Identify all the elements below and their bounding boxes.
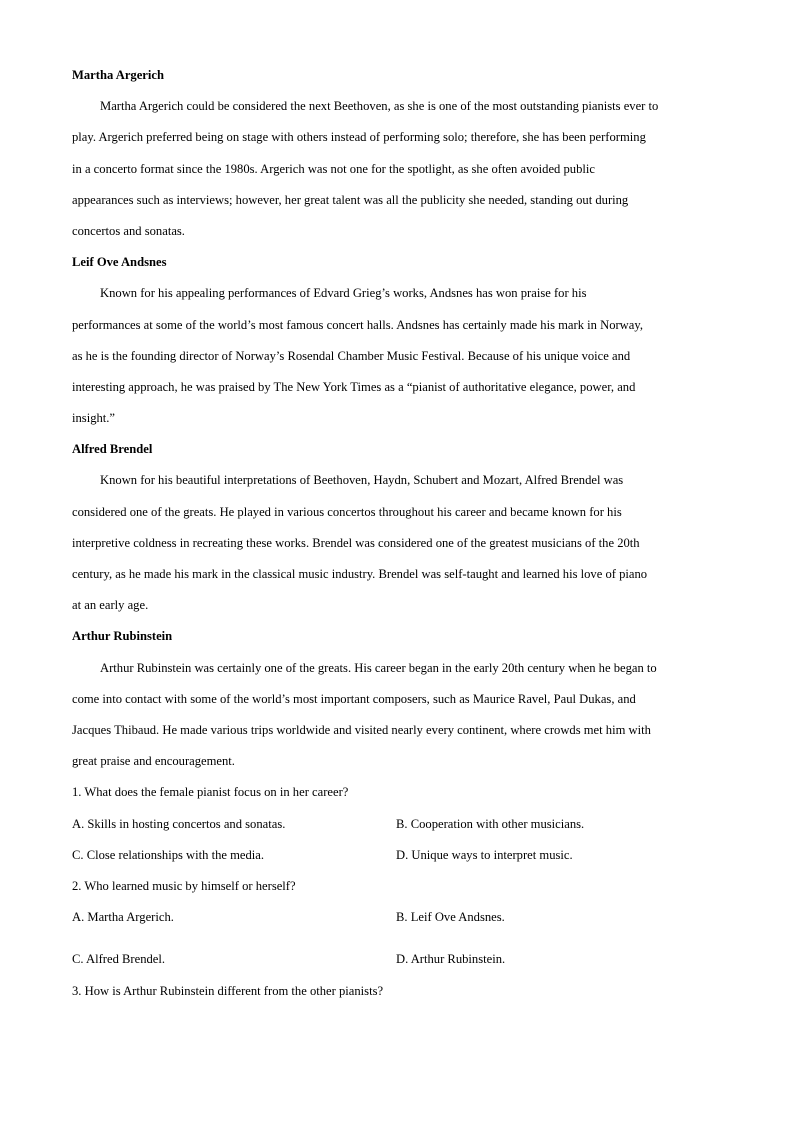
- question-1-option-d[interactable]: D. Unique ways to interpret music.: [396, 847, 573, 862]
- question-2-options-row-1: [72, 902, 724, 944]
- paragraph-line: Arthur Rubinstein was certainly one of the greats. His career began in the early 20th century when he began to: [100, 660, 657, 675]
- question-2-options-row-2: [72, 944, 724, 975]
- paragraph-line: great praise and encouragement.: [72, 754, 235, 769]
- paragraph-line: come into contact with some of the world’s most important composers, such as Maurice Ravel, Paul Dukas, and: [72, 691, 636, 706]
- paragraph-line: Known for his appealing performances of Edvard Grieg’s works, Andsnes has won praise for his: [100, 286, 587, 301]
- question-3: 3. How is Arthur Rubinstein different from the other pianists?: [72, 983, 384, 998]
- question-1: 1. What does the female pianist focus on in her career?: [72, 785, 349, 800]
- question-2-option-c[interactable]: C. Alfred Brendel.: [72, 952, 166, 967]
- paragraph-line: concertos and sonatas.: [72, 223, 185, 238]
- section-heading-andsnes: Leif Ove Andsnes: [72, 255, 167, 270]
- document-page: [72, 60, 724, 1007]
- paragraph-line: Jacques Thibaud. He made various trips worldwide and visited nearly every continent, where crowds met him with: [72, 722, 651, 737]
- question-2-option-b[interactable]: B. Leif Ove Andsnes.: [396, 910, 505, 925]
- paragraph-line: performances at some of the world’s most famous concert halls. Andsnes has certainly made his mark in Norway,: [72, 317, 643, 332]
- paragraph-line: interesting approach, he was praised by The New York Times as a “pianist of authoritative elegance, power, and: [72, 379, 636, 394]
- paragraph-line: interpretive coldness in recreating these works. Brendel was considered one of the greatest musicians of the 20th: [72, 535, 640, 550]
- paragraph-line: century, as he made his mark in the classical music industry. Brendel was self-taught and learned his love of piano: [72, 567, 648, 581]
- paragraph-line: Martha Argerich could be considered the next Beethoven, as she is one of the most outstanding pianists ever to: [100, 99, 659, 114]
- paragraph-line: as he is the founding director of Norway’s Rosendal Chamber Music Festival. Because of his unique voice and: [72, 348, 631, 363]
- paragraph-line: at an early age.: [72, 598, 149, 613]
- paragraph-line: appearances such as interviews; however, her great talent was all the publicity she needed, standing out during: [72, 192, 629, 207]
- question-2-option-a[interactable]: A. Martha Argerich.: [72, 910, 174, 925]
- question-1-options-row-1: [72, 809, 724, 840]
- question-2-option-d[interactable]: D. Arthur Rubinstein.: [396, 952, 506, 967]
- paragraph-line: Known for his beautiful interpretations of Beethoven, Haydn, Schubert and Mozart, Alfred Brendel was: [100, 473, 624, 488]
- paragraph-line: considered one of the greats. He played in various concertos throughout his career and became known for his: [72, 504, 622, 519]
- question-1-option-a[interactable]: A. Skills in hosting concertos and sonatas.: [72, 816, 286, 831]
- section-heading-argerich: Martha Argerich: [72, 68, 164, 82]
- question-2: 2. Who learned music by himself or herself?: [72, 878, 296, 893]
- paragraph-line: play. Argerich preferred being on stage with others instead of performing solo; therefore, she has been performing: [72, 130, 646, 145]
- question-1-option-c[interactable]: C. Close relationships with the media.: [72, 847, 265, 862]
- question-1-option-b[interactable]: B. Cooperation with other musicians.: [396, 816, 585, 831]
- question-1-options-row-2: [72, 840, 724, 871]
- paragraph-line: insight.”: [72, 411, 116, 426]
- section-heading-rubinstein: Arthur Rubinstein: [72, 629, 173, 644]
- paragraph-line: in a concerto format since the 1980s. Argerich was not one for the spotlight, as she often avoided public: [72, 161, 595, 176]
- section-heading-brendel: Alfred Brendel: [72, 442, 153, 457]
